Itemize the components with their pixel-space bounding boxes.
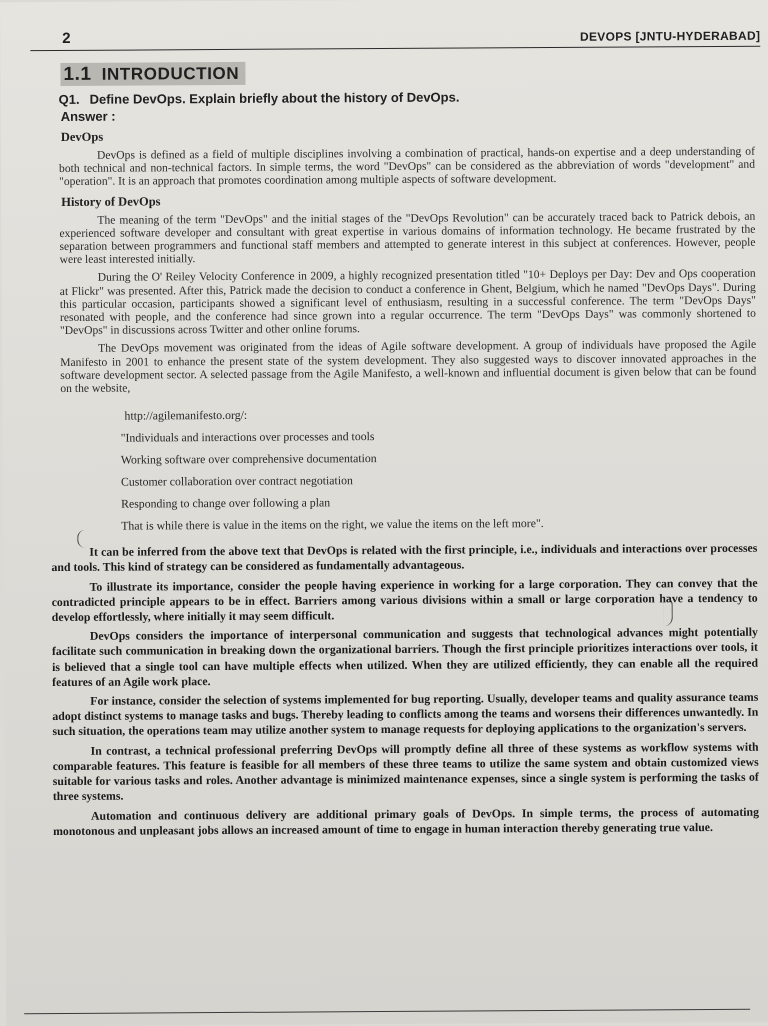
history-paragraph: The DevOps movement was originated from the ideas of Agile software development. A group of individuals have proposed the Agile Manifesto in 2001 to enhance the present state of the system development. They also suggested ways to discover innovated approaches in the software development sector. A selected passage from the Agile Manifesto, a well-known and influential document is given below that can be found on the website, (60, 338, 757, 396)
quote-line: Working software over comprehensive documentation (120, 451, 377, 467)
manifesto-url: http://agilemanifesto.org/: (124, 408, 248, 423)
body-paragraph: DevOps considers the importance of interpersonal communication and suggests that technological advances might potentially facilitate such communication in breaking down the organizational barriers. Though the first principle prioritizes interactions over tools, it is believed that a single tool can have multiple effects when utilized. When they are utilized efficiently, they can enable all the required features of an Agile work place. (51, 624, 759, 689)
footer-rule (24, 1009, 750, 1014)
history-paragraph: The meaning of the term "DevOps" and the initial stages of the "DevOps Revolution" can be accurately traced back to Patrick debois, an experienced software developer and consultant with great expertise in various domains of information technology. He became frustrated by the separation between programmers and functional staff members and attempted to generate interest in this subject at conferences. However, people were least interested initially. (59, 209, 756, 267)
page-header (30, 26, 760, 51)
quote-line: That is while there is value in the items on the right, we value the items on the left more". (121, 516, 544, 533)
page-number: 2 (62, 29, 71, 47)
body-paragraph: Automation and continuous delivery are additional primary goals of DevOps. In simple terms, the process of automating monotonous and unpleasant jobs allows an increased amount of time to engage in human interaction thereby generating true value. (53, 804, 760, 838)
body-paragraph: In contrast, a technical professional preferring DevOps will promptly define all three of these systems as workflow systems with comparable features. This feature is feasible for all members of these three teams to utilize the same system and obtain customized views suitable for various tasks and roles. Another advantage is minimized maintenance expenses, since a single system is performing the tasks of three systems. (52, 739, 759, 804)
history-paragraph: During the O' Reiley Velocity Conference in 2009, a highly recognized presentation titled "10+ Deploys per Day: Dev and Ops cooperation at Flickr" was presented. After this, Patrick made the decision to conduct a conference in Ghent, Belgium, which he named "DevOps Days". During this particular occasion, participants showed a significant level of enthusiasm, resulting in a successful conference. The term "DevOps Days" resonated with people, and the conference had since grown into a regular occurrence. The term "DevOps Days" was commonly shortened to "DevOps" in discussions across Twitter and other online forums. (59, 267, 756, 338)
history-heading: History of DevOps (61, 193, 161, 209)
section-number: 1.1 (63, 63, 92, 85)
quote-line: Responding to change over following a plan (121, 495, 331, 511)
question (59, 88, 755, 107)
devops-definition-paragraph: DevOps is defined as a field of multiple disciplines involving a combination of practical, hands-on expertise and a deep understanding of both technical and non-technical factors. In simple terms, the word "DevOps" can be considered as the abbreviation of words "development" and "operation". It is an approach that promotes coordination among multiple aspects of software development. (58, 144, 756, 189)
body-paragraph: To illustrate its importance, consider the people having experience in working for a large corporation. They can convey that the contradicted principle appears to be in effect. Barriers among various divisions within a small or large corporation have a tendency to develop effortlessly, where initially it may seem difficult. (51, 575, 758, 625)
running-title: DEVOPS [JNTU-HYDERABAD] (579, 28, 761, 44)
body-paragraph: For instance, consider the selection of systems implemented for bug reporting. Usually, developer teams and quality assurance teams adopt distinct systems to manage tasks and bugs. Thereby leading to conflicts among the teams and worsens their differences unwantedly. In such situation, the operations team may utilize another system to manage requests for deploying applications to the organization's servers. (52, 689, 759, 739)
quote-line: "Individuals and interactions over processes and tools (120, 429, 375, 445)
handwritten-bracket-open (77, 530, 86, 548)
section-heading (60, 62, 245, 86)
section-title: INTRODUCTION (101, 63, 240, 84)
agile-manifesto-quote (120, 401, 757, 537)
body-paragraph: It can be inferred from the above text that DevOps is related with the first principle, i.e., individuals and interactions over processes and tools. This kind of strategy can be considered as fundamentally advantageous. (51, 540, 758, 575)
devops-heading: DevOps (60, 129, 104, 144)
question-text: Define DevOps. Explain briefly about the history of DevOps. (89, 89, 460, 107)
question-label: Q1. (58, 91, 80, 107)
answer-label: Answer : (60, 108, 116, 124)
quote-line: Customer collaboration over contract negotiation (120, 473, 353, 489)
handwritten-bracket-close (664, 596, 673, 626)
